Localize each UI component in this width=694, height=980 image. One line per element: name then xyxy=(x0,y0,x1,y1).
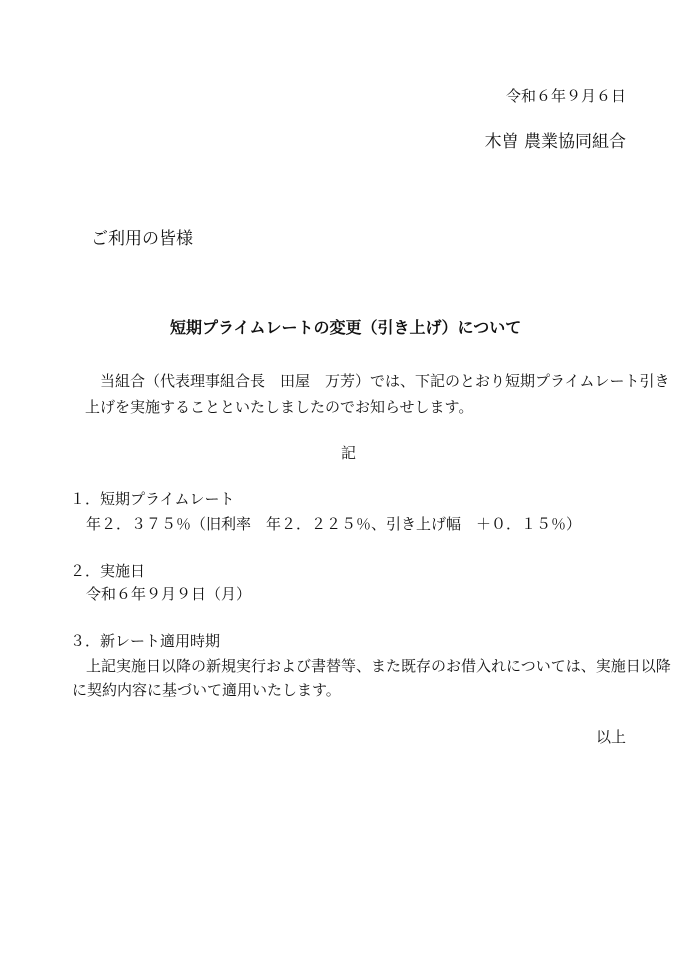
document-title: 短期プライムレートの変更（引き上げ）について xyxy=(170,318,522,337)
intro-paragraph-line-2: 上げを実施することといたしましたのでお知らせします。 xyxy=(85,398,474,416)
section-2-heading: ２．実施日 xyxy=(70,562,146,580)
ki-heading: 記 xyxy=(341,444,357,462)
addressee: ご利用の皆様 xyxy=(91,229,193,249)
section-1-body: 年２．３７５％（旧利率 年２．２２５％、引き上げ幅 ＋０．１５％） xyxy=(86,515,582,533)
section-3-body-line-1: 上記実施日以降の新規実行および書替等、また既存のお借入れについては、実施日以降 xyxy=(86,657,671,675)
section-1-heading: １．短期プライムレート xyxy=(70,490,235,508)
section-3-heading: ３．新レート適用時期 xyxy=(70,632,221,650)
section-3-body-line-2: に契約内容に基づいて適用いたします。 xyxy=(72,681,341,699)
closing-ijou: 以上 xyxy=(595,728,626,746)
section-2-body: 令和６年９月９日（月） xyxy=(86,585,252,603)
intro-paragraph-line-1: 当組合（代表理事組合長 田屋 万芳）では、下記のとおり短期プライムレート引き xyxy=(100,372,670,390)
issuer-organization: 木曽 農業協同組合 xyxy=(484,132,626,152)
document-date: 令和６年９月６日 xyxy=(505,87,626,105)
